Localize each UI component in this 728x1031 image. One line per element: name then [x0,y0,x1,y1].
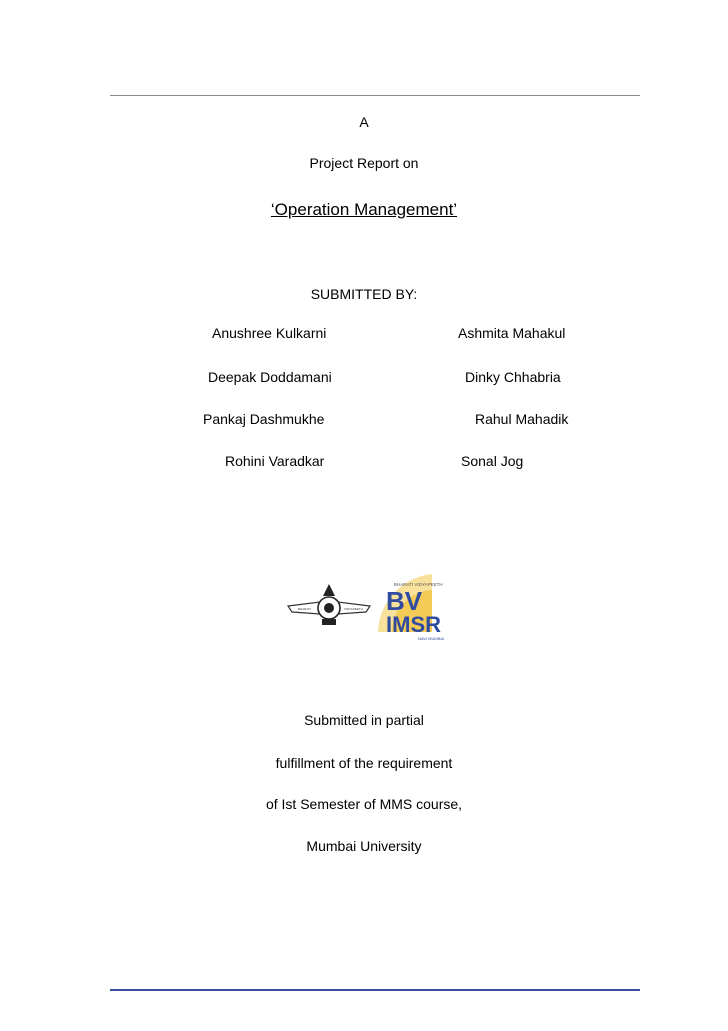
project-report-label: Project Report on [309,155,419,171]
member-name: Dinky Chhabria [465,369,561,385]
submission-line-1: Submitted in partial [304,712,424,728]
svg-text:IMSR: IMSR [386,612,441,637]
member-name: Deepak Doddamani [208,369,332,385]
project-title: ‘Operation Management’ [270,200,458,219]
submission-line-3: of Ist Semester of MMS course, [265,796,463,812]
member-name: Ashmita Mahakul [458,325,566,341]
svg-text:BV: BV [386,586,423,616]
svg-text:VIDYAPEETH: VIDYAPEETH [344,607,363,611]
svg-text:BHARATI: BHARATI [298,607,311,611]
top-divider [110,95,640,96]
bvimsr-subcaption: NAVI MUMBAI [418,636,445,641]
member-name: Sonal Jog [461,453,524,469]
member-name: Rohini Varadkar [225,453,325,469]
bharati-vidyapeeth-emblem-icon [288,584,370,625]
submission-line-2: fulfillment of the requirement [275,755,453,771]
cover-line-a: A [359,114,369,130]
university-name: Mumbai University [306,838,422,854]
member-name: Rahul Mahadik [475,411,569,427]
member-name: Pankaj Dashmukhe [203,411,325,427]
institution-logos [282,572,482,644]
member-name: Anushree Kulkarni [212,325,327,341]
bvimsr-caption: BHARATI VIDYAPEETH [394,582,443,587]
bottom-divider [110,989,640,991]
bvimsr-logo-icon [378,574,444,641]
submitted-by-heading: SUBMITTED BY: [310,286,418,302]
